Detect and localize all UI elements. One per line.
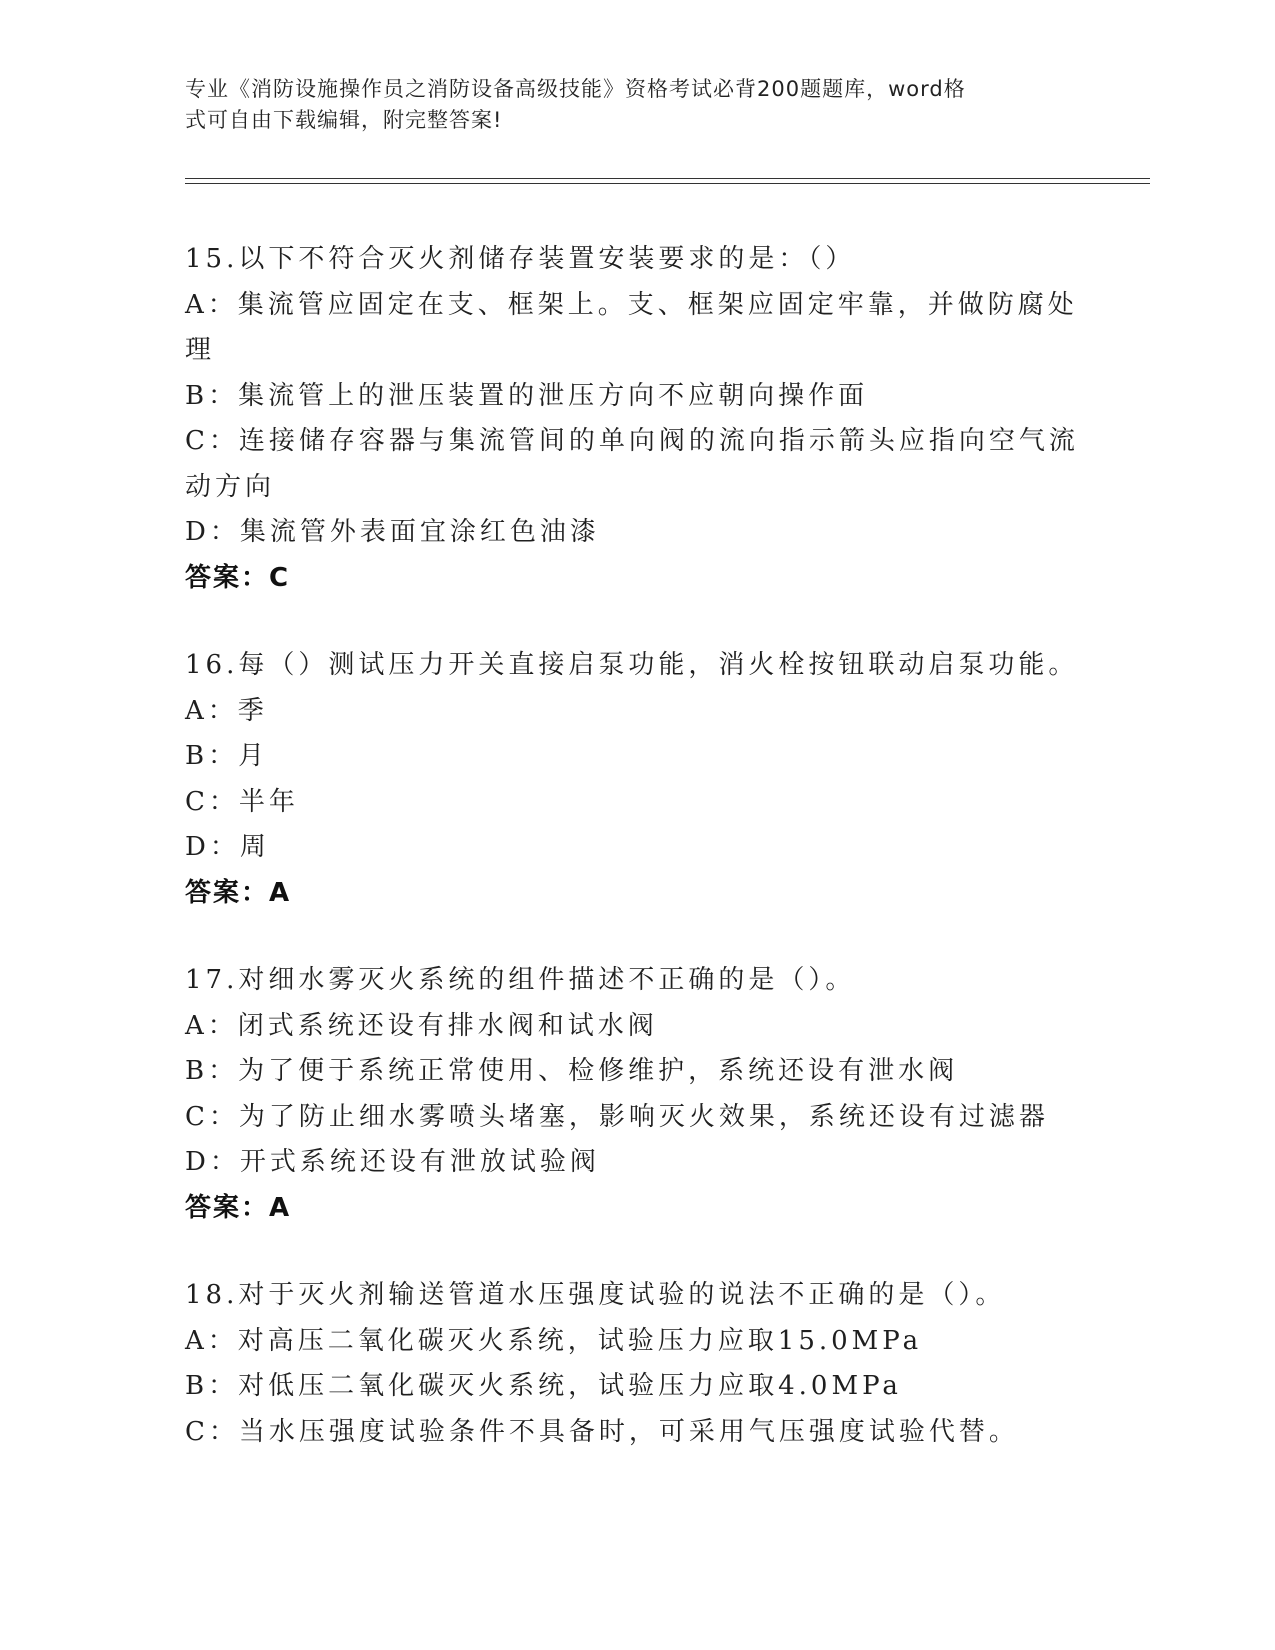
header-line-1: 专业《消防设施操作员之消防设备高级技能》资格考试必背200题题库，word格 [185,77,966,101]
option-d: D：周 [185,832,270,862]
option-a: A：季 [185,695,268,726]
question-stem: 17.对细水雾灭火系统的组件描述不正确的是（）。 [185,965,856,995]
option-d: D：集流管外表面宜涂红色油漆 [185,517,600,547]
question-15 [185,237,1085,601]
option-b: B：月 [185,741,269,771]
option-d: D：开式系统还设有泄放试验阀 [185,1147,600,1177]
question-17 [185,958,1085,1231]
document-header [185,74,1065,136]
question-18 [185,1273,1085,1455]
option-c: C：当水压强度试验条件不具备时，可采用气压强度试验代替。 [185,1416,1019,1447]
option-b: B：集流管上的泄压装置的泄压方向不应朝向操作面 [185,380,869,411]
option-a: A：对高压二氧化碳灭火系统，试验压力应取15.0MPa [185,1325,923,1356]
answer: 答案：A [185,877,292,908]
option-c: C：半年 [185,786,299,817]
option-c: C：为了防止细水雾喷头堵塞，影响灭火效果，系统还设有过滤器 [185,1101,1049,1132]
header-divider-top [185,178,1150,179]
option-b: B：对低压二氧化碳灭火系统，试验压力应取4.0MPa [185,1371,902,1401]
option-c: C：连接储存容器与集流管间的单向阀的流向指示箭头应指向空气流动方向 [185,426,1079,502]
answer: 答案：A [185,1192,292,1223]
question-list [185,237,1085,1497]
question-stem: 16.每（）测试压力开关直接启泵功能，消火栓按钮联动启泵功能。 [185,650,1079,680]
option-a: A：集流管应固定在支、框架上。支、框架应固定牢靠，并做防腐处理 [185,289,1078,365]
header-divider-bottom [185,183,1150,184]
question-stem: 15.以下不符合灭火剂储存装置安装要求的是：（） [185,244,856,274]
question-stem: 18.对于灭火剂输送管道水压强度试验的说法不正确的是（）。 [185,1280,1006,1310]
answer: 答案：C [185,562,291,593]
option-b: B：为了便于系统正常使用、检修维护，系统还设有泄水阀 [185,1056,959,1086]
question-16 [185,643,1085,916]
header-line-2: 式可自由下载编辑，附完整答案! [185,108,503,132]
option-a: A：闭式系统还设有排水阀和试水阀 [185,1010,658,1041]
